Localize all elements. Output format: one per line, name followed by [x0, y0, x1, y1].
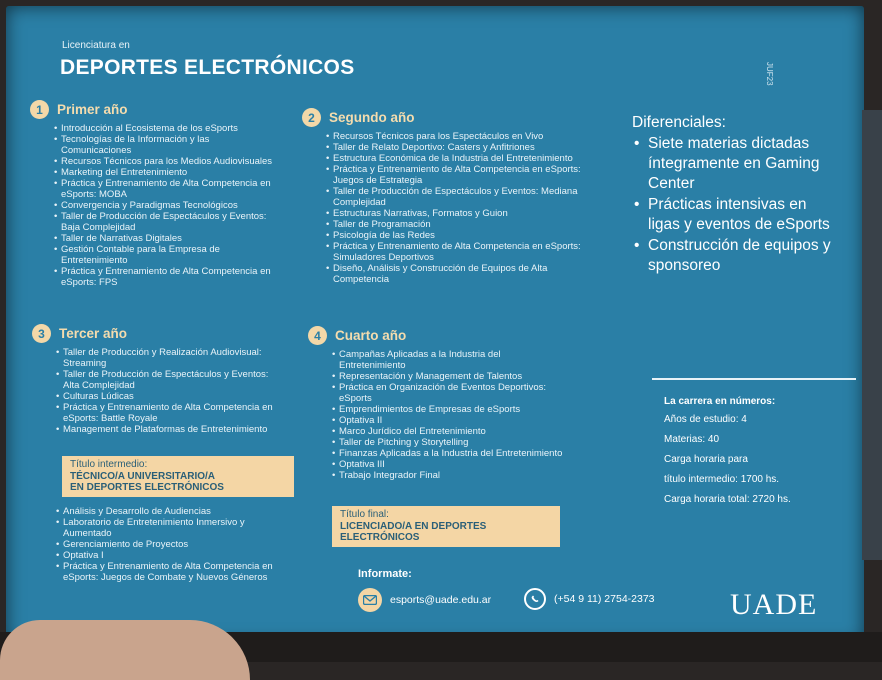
subject-item: • Marco Jurídico del Entretenimiento [332, 426, 568, 437]
differential-item: • Siete materias dictadas íntegramente en Gaming Center [632, 134, 832, 194]
subject-item: • Introducción al Ecosistema de los eSports [54, 123, 280, 134]
differentials-list [632, 134, 832, 276]
subject-item: • Estructuras Narrativas, Formatos y Guion [326, 208, 582, 219]
subject-item: • Optativa III [332, 459, 568, 470]
phone-text[interactable]: (+54 9 11) 2754-2373 [554, 593, 655, 605]
year-number-badge: 3 [32, 324, 51, 343]
whatsapp-icon [524, 588, 546, 610]
contact-phone[interactable] [524, 588, 655, 610]
subject-item: • Optativa II [332, 415, 568, 426]
year-number-badge: 2 [302, 108, 321, 127]
intermediate-degree-line: EN DEPORTES ELECTRÓNICOS [70, 482, 224, 493]
year-3-continued [32, 506, 282, 583]
hand-holding-sheet [0, 620, 250, 680]
subject-item: • Tecnologías de la Información y las Comunicaciones [54, 134, 280, 156]
subject-item: • Práctica y Entrenamiento de Alta Competencia en eSports: Juegos de Combate y Nuevos Géneros [56, 561, 282, 583]
intermediate-degree-label: Título intermedio: [70, 459, 148, 470]
subject-item: • Práctica y Entrenamiento de Alta Competencia en eSports: Juegos de Estrategia [326, 164, 582, 186]
career-number-line: Carga horaria para [664, 454, 748, 465]
subject-item: • Taller de Producción de Espectáculos y Eventos: Mediana Complejidad [326, 186, 582, 208]
subject-item: • Laboratorio de Entretenimiento Inmersivo y Aumentado [56, 517, 282, 539]
career-numbers [664, 396, 791, 514]
subject-item: • Gerenciamiento de Proyectos [56, 539, 282, 550]
print-code: JUF23 [765, 62, 774, 86]
subject-list [308, 349, 568, 481]
contact-email[interactable] [358, 588, 491, 612]
mail-icon [358, 588, 382, 612]
subject-list [32, 347, 282, 435]
program-title: DEPORTES ELECTRÓNICOS [60, 56, 355, 79]
subject-item: • Psicología de las Redes [326, 230, 582, 241]
subject-item: • Convergencia y Paradigmas Tecnológicos [54, 200, 280, 211]
final-degree-line: LICENCIADO/A EN DEPORTES [340, 520, 487, 532]
differential-item: • Prácticas intensivas en ligas y eventos de eSports [632, 195, 832, 235]
subject-item: • Práctica y Entrenamiento de Alta Competencia en eSports: FPS [54, 266, 280, 288]
year-number-badge: 1 [30, 100, 49, 119]
subject-item: • Marketing del Entretenimiento [54, 167, 280, 178]
intermediate-degree-line: TÉCNICO/A UNIVERSITARIO/A [70, 470, 216, 482]
subject-item: • Análisis y Desarrollo de Audiencias [56, 506, 282, 517]
subject-item: • Emprendimientos de Empresas de eSports [332, 404, 568, 415]
subject-item: • Taller de Producción de Espectáculos y Eventos: Alta Complejidad [56, 369, 282, 391]
subject-list [32, 506, 282, 583]
subject-list [30, 123, 280, 288]
career-number-line: Carga horaria total: 2720 hs. [664, 494, 791, 505]
year-title: Primer año [57, 102, 128, 117]
subject-item: • Optativa I [56, 550, 282, 561]
year-4 [308, 326, 568, 481]
subject-item: • Diseño, Análisis y Construcción de Equipos de Alta Competencia [326, 263, 582, 285]
subject-item: • Gestión Contable para la Empresa de Entretenimiento [54, 244, 280, 266]
career-number-line: título intermedio: 1700 hs. [664, 474, 780, 485]
subject-item: • Taller de Programación [326, 219, 582, 230]
final-degree-box [332, 506, 560, 547]
intermediate-degree-box [62, 456, 294, 497]
year-2 [302, 108, 582, 285]
differentials-section [632, 114, 832, 277]
subject-item: • Taller de Relato Deportivo: Casters y Anfitriones [326, 142, 582, 153]
year-1 [30, 100, 280, 288]
year-title: Cuarto año [335, 328, 407, 343]
subject-item: • Finanzas Aplicadas a la Industria del Entretenimiento [332, 448, 568, 459]
uade-logo: UADE [730, 588, 818, 621]
subject-item: • Práctica y Entrenamiento de Alta Competencia en eSports: Battle Royale [56, 402, 282, 424]
subject-item: • Management de Plataformas de Entretenimiento [56, 424, 282, 435]
email-text[interactable]: esports@uade.edu.ar [390, 594, 492, 606]
subject-item: • Representación y Management de Talentos [332, 371, 568, 382]
program-prefix: Licenciatura en [62, 40, 130, 51]
differential-item: • Construcción de equipos y sponsoreo [632, 236, 832, 276]
subject-item: • Culturas Lúdicas [56, 391, 282, 402]
subject-item: • Trabajo Integrador Final [332, 470, 568, 481]
section-divider [652, 378, 856, 380]
year-3 [32, 324, 282, 435]
subject-item: • Práctica y Entrenamiento de Alta Competencia en eSports: MOBA [54, 178, 280, 200]
subject-item: • Campañas Aplicadas a la Industria del Entretenimiento [332, 349, 568, 371]
brochure-sheet [6, 6, 864, 644]
subject-item: • Taller de Narrativas Digitales [54, 233, 280, 244]
year-title: Segundo año [329, 110, 415, 125]
subject-list [302, 131, 582, 285]
subject-item: • Práctica en Organización de Eventos Deportivos: eSports [332, 382, 568, 404]
career-number-line: Años de estudio: 4 [664, 414, 747, 425]
subject-item: • Taller de Producción y Realización Audiovisual: Streaming [56, 347, 282, 369]
differentials-title: Diferenciales: [632, 114, 726, 131]
subject-item: • Estructura Económica de la Industria del Entretenimiento [326, 153, 582, 164]
final-degree-label: Título final: [340, 509, 389, 520]
career-number-line: Materias: 40 [664, 434, 720, 445]
subject-item: • Taller de Producción de Espectáculos y Eventos: Baja Complejidad [54, 211, 280, 233]
subject-item: • Recursos Técnicos para los Espectáculos en Vivo [326, 131, 582, 142]
year-title: Tercer año [59, 326, 128, 341]
subject-item: • Recursos Técnicos para los Medios Audiovisuales [54, 156, 280, 167]
year-number-badge: 4 [308, 326, 327, 345]
background-fabric [862, 110, 882, 560]
subject-item: • Taller de Pitching y Storytelling [332, 437, 568, 448]
contact-title: Informate: [358, 568, 412, 580]
subject-item: • Práctica y Entrenamiento de Alta Competencia en eSports: Simuladores Deportivos [326, 241, 582, 263]
final-degree-line: ELECTRÓNICOS [340, 532, 420, 543]
career-numbers-title: La carrera en números: [664, 396, 776, 407]
